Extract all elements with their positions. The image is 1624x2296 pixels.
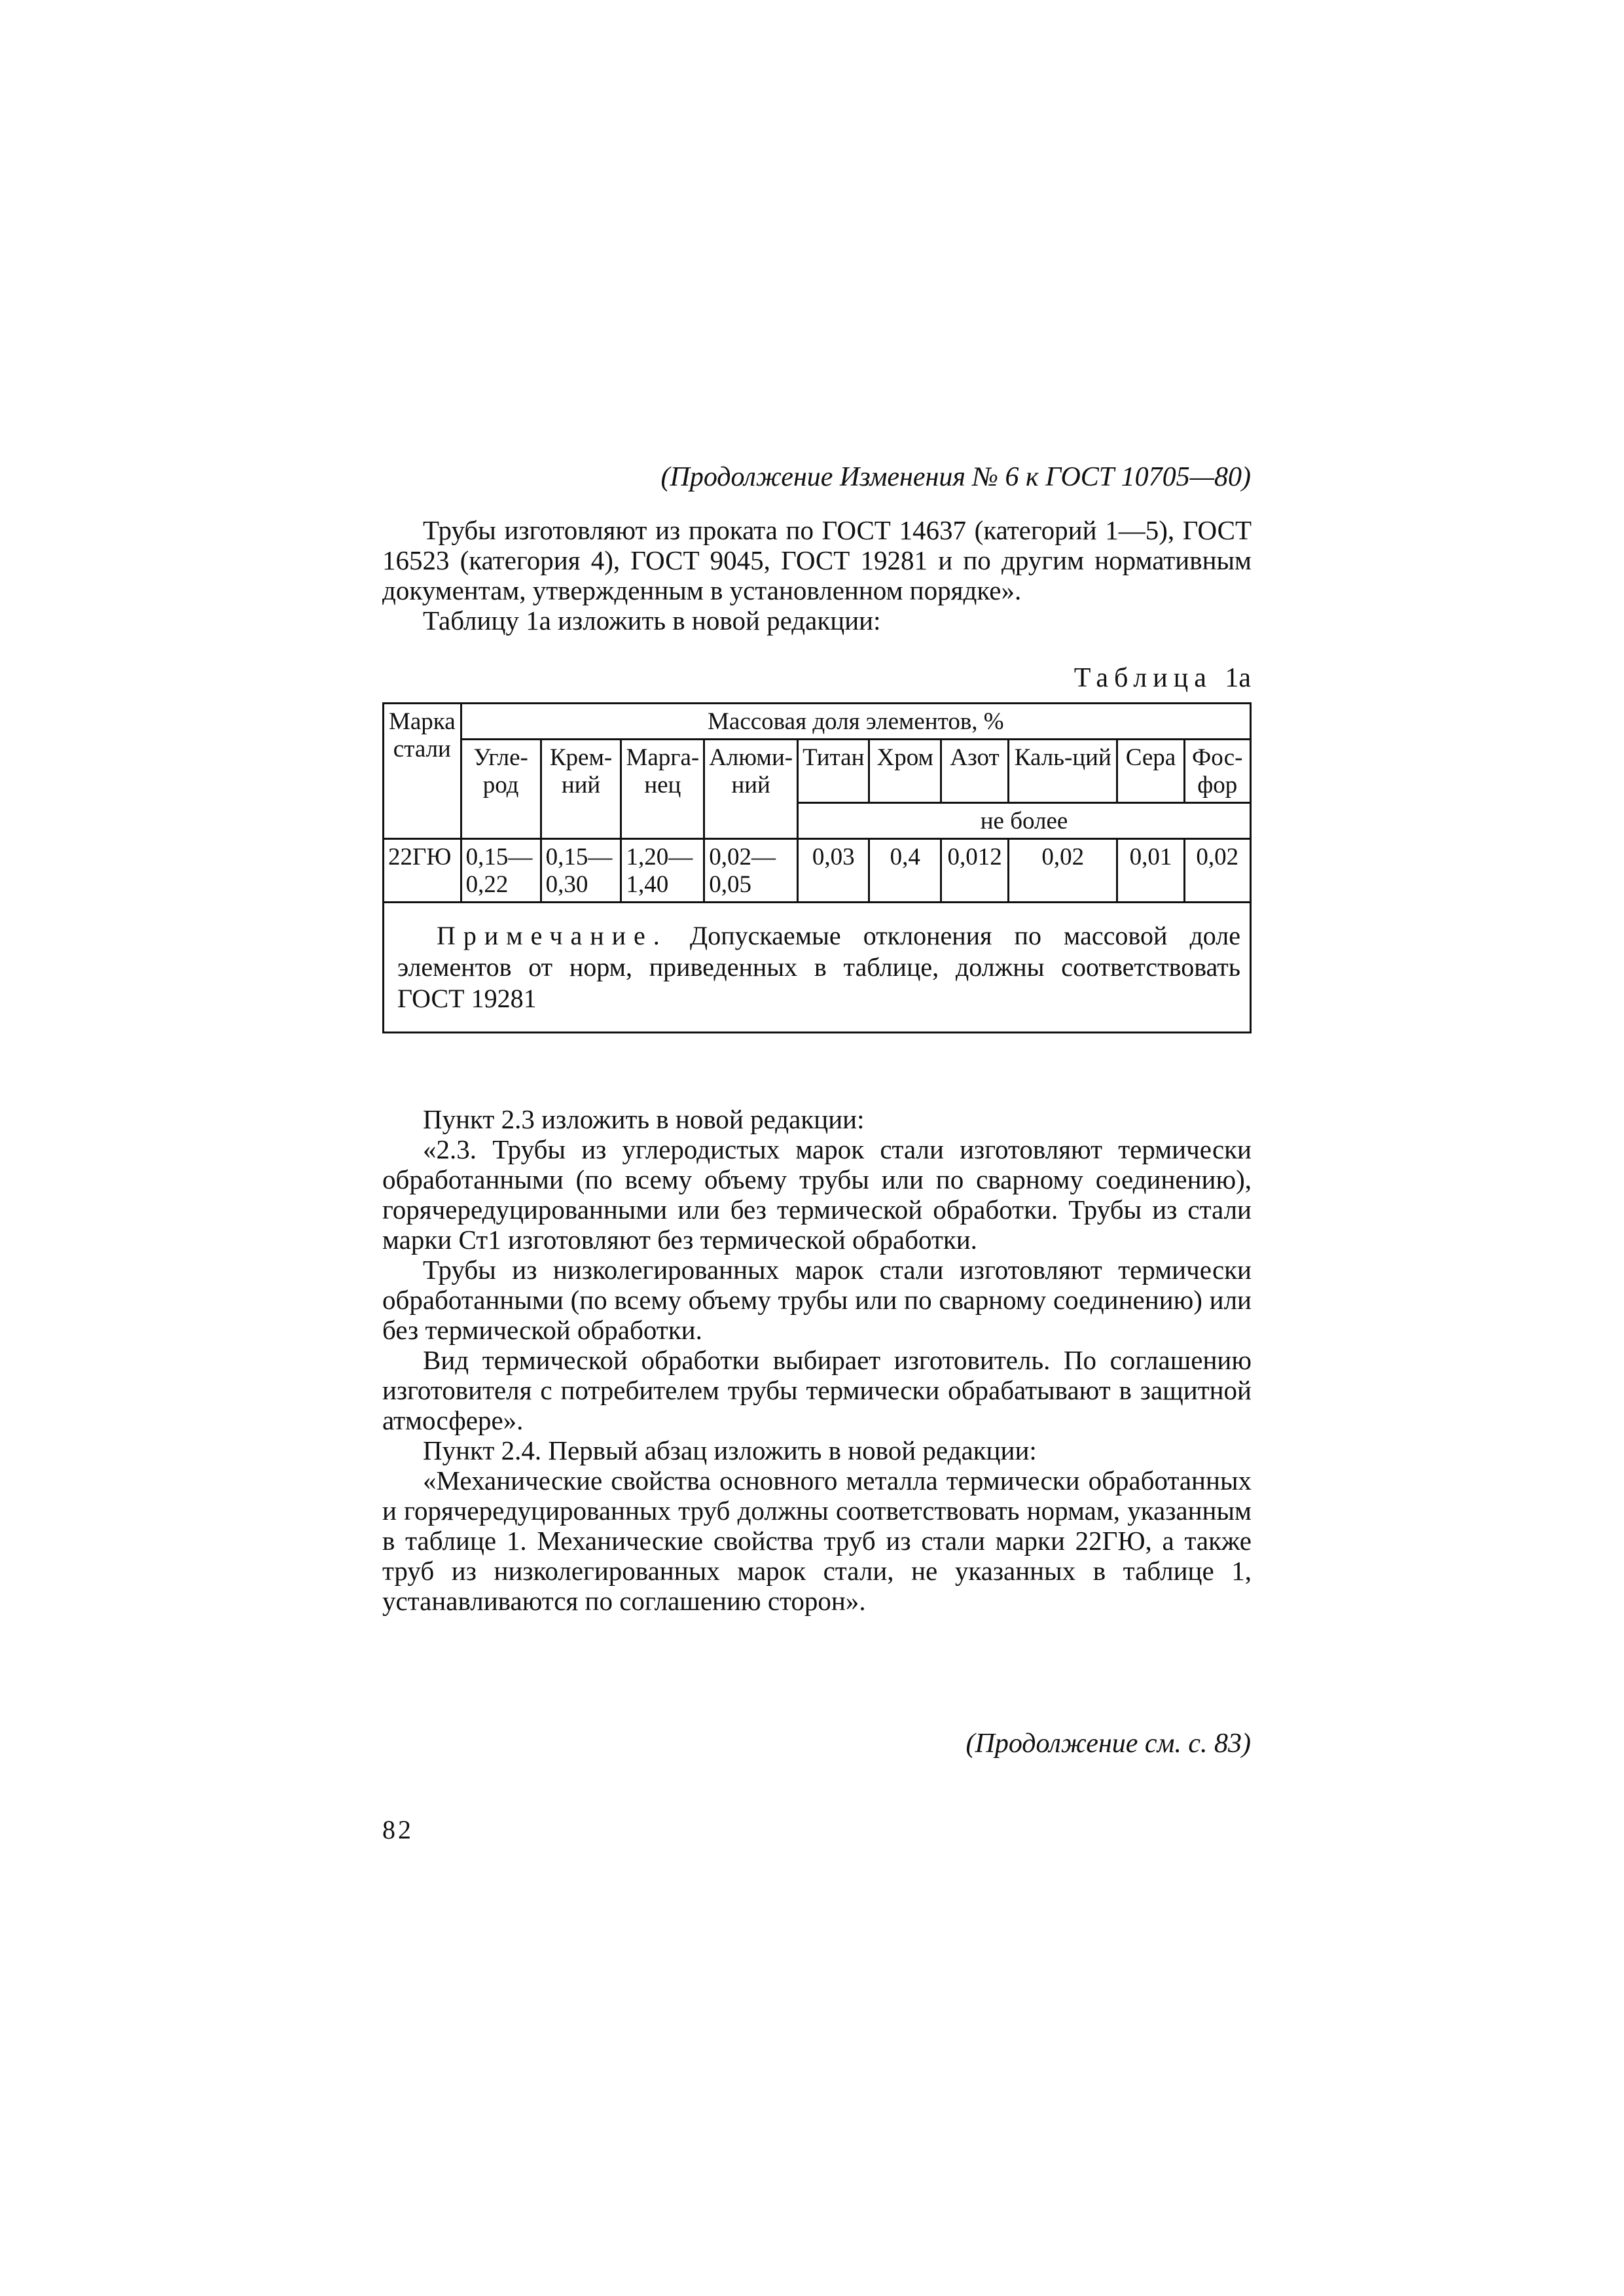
column-header: Крем-ний [541, 740, 621, 839]
paragraph: Трубы изготовляют из проката по ГОСТ 14637 (категорий 1—5), ГОСТ 16523 (категория 4), ГОСТ 9045, ГОСТ 19281 и по другим нормативным документам, утвержденным в установленном порядке». [382, 515, 1252, 605]
page-number: 82 [382, 1815, 414, 1844]
chemical-composition-table [382, 702, 1252, 1033]
column-header: Каль-ций [1009, 740, 1117, 803]
paragraph: «2.3. Трубы из углеродистых марок стали изготовляют термически обработанными (по всему объему трубы или по сварному соединению), горячередуцированными или без термической обработки. Трубы из стали марки Ст1 изготовляют без термической обработки. [382, 1134, 1252, 1255]
column-header: Алюми-ний [704, 740, 798, 839]
table-row [384, 839, 1251, 903]
table-note-row [384, 903, 1251, 1033]
cell-value: 0,02—0,05 [704, 839, 798, 903]
cell-grade: 22ГЮ [384, 839, 461, 903]
cell-value: 0,15—0,22 [461, 839, 541, 903]
note-text: Допускаемые отклонения по массовой доле элементов от норм, приведенных в таблице, должны соответствовать ГОСТ 19281 [397, 921, 1240, 1013]
page-header-continuation: (Продолжение Изменения № 6 к ГОСТ 10705—80) [660, 462, 1251, 492]
cell-value: 1,20—1,40 [621, 839, 704, 903]
table-note [384, 903, 1251, 1033]
cell-value: 0,15—0,30 [541, 839, 621, 903]
column-header: Хром [869, 740, 941, 803]
paragraph: «Механические свойства основного металла термически обработанных и горячередуцированных труб должны соответствовать нормам, указанным в таблице 1. Механические свойства труб из стали марки 22ГЮ, а также труб из низколегированных марок стали, не указанных в таблице 1, устанавливаются по соглашению сторон». [382, 1465, 1252, 1616]
header-group: Массовая доля элементов, % [461, 704, 1250, 740]
paragraph: Пункт 2.3 изложить в новой редакции: [423, 1104, 865, 1134]
column-header: Сера [1117, 740, 1184, 803]
header-grade: Марка стали [384, 704, 461, 839]
cell-value: 0,012 [941, 839, 1009, 903]
table-caption-word: Таблица [1074, 663, 1212, 693]
limit-label: не более [798, 803, 1251, 839]
cell-value: 0,01 [1117, 839, 1184, 903]
cell-value: 0,02 [1184, 839, 1250, 903]
table-header-row [384, 704, 1251, 740]
column-header: Азот [941, 740, 1009, 803]
column-header: Титан [798, 740, 869, 803]
intro-text [382, 515, 1252, 636]
footer-continuation: (Продолжение см. с. 83) [965, 1729, 1251, 1759]
column-header: Угле-род [461, 740, 541, 839]
paragraph: Трубы из низколегированных марок стали изготовляют термически обработанными (по всему объему трубы или по сварному соединению) или без термической обработки. [382, 1255, 1252, 1345]
column-header: Марга-нец [621, 740, 704, 839]
cell-value: 0,4 [869, 839, 941, 903]
table-column-row [384, 740, 1251, 803]
cell-value: 0,02 [1009, 839, 1117, 903]
paragraph: Таблицу 1а изложить в новой редакции: [423, 605, 881, 636]
note-label: Примечание. [437, 921, 668, 950]
paragraph: Пункт 2.4. Первый абзац изложить в новой редакции: [423, 1435, 1037, 1465]
table-caption [1074, 662, 1251, 694]
body-text [382, 1104, 1252, 1616]
table-caption-number: 1а [1225, 663, 1251, 693]
cell-value: 0,03 [798, 839, 869, 903]
column-header: Фос-фор [1184, 740, 1250, 803]
paragraph: Вид термической обработки выбирает изготовитель. По соглашению изготовителя с потребителем трубы термически обрабатывают в защитной атмосфере». [382, 1345, 1252, 1435]
